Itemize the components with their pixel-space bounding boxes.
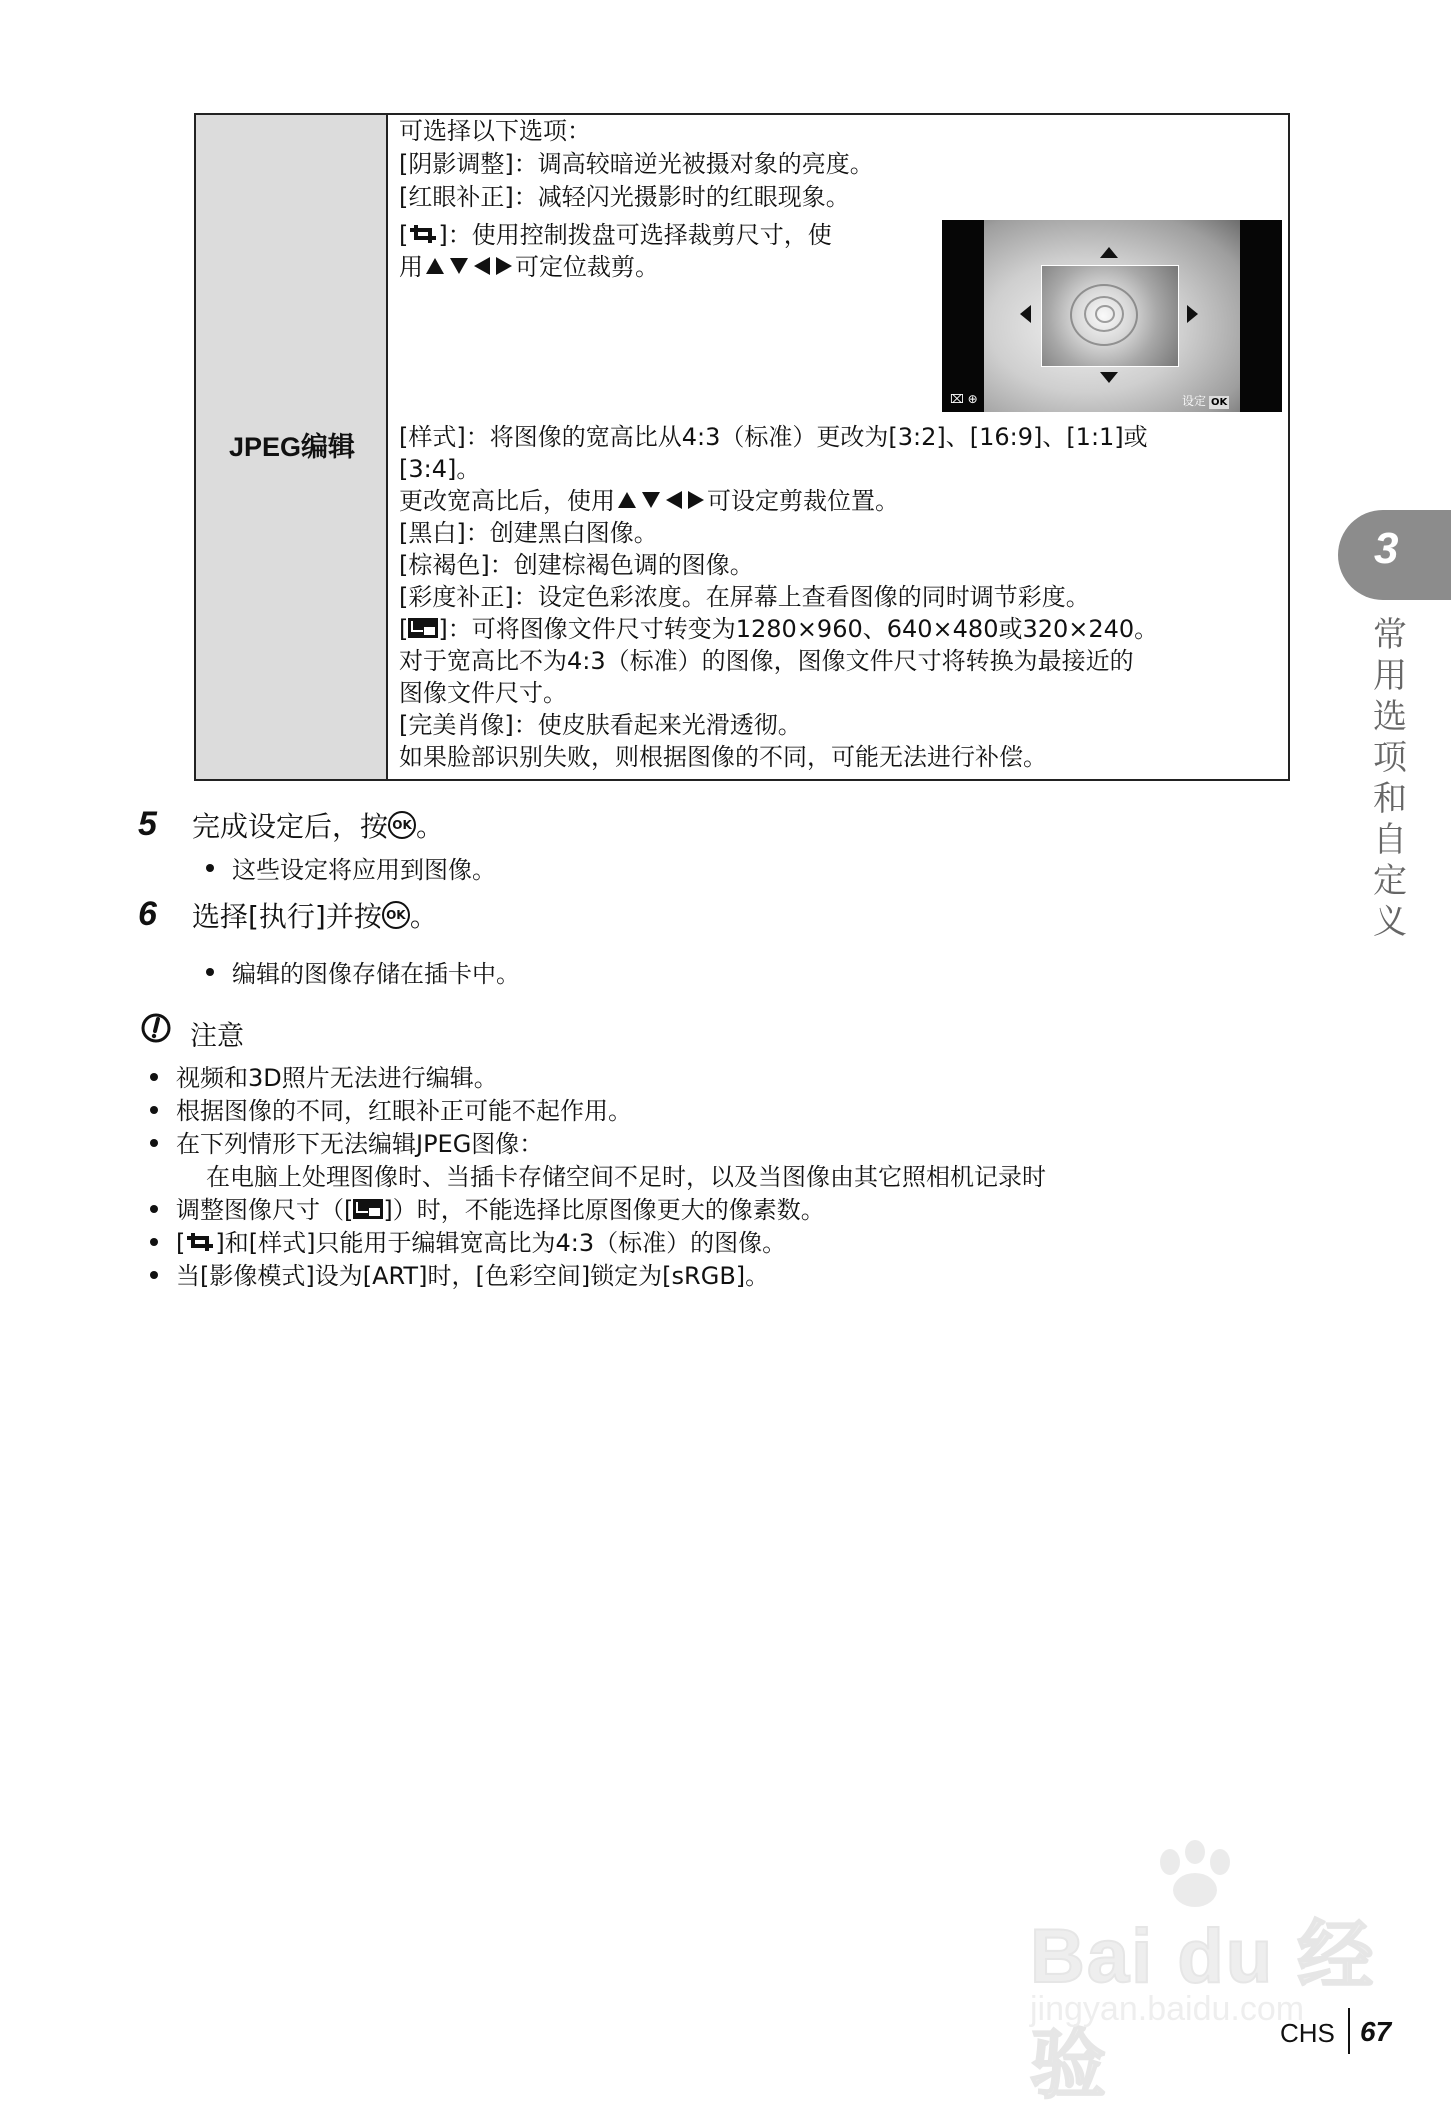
watermark-url: jingyan.baidu.com bbox=[1030, 1990, 1305, 2028]
step-note: 这些设定将应用到图像。 bbox=[232, 856, 496, 884]
triangle-right-icon bbox=[496, 257, 512, 275]
caution-item: 根据图像的不同，红眼补正可能不起作用。 bbox=[176, 1097, 632, 1125]
table-label: JPEG编辑 bbox=[228, 432, 356, 462]
arrow-right-icon bbox=[1187, 305, 1198, 323]
table-saturation-line: [彩度补正]：设定色彩浓度。在屏幕上查看图像的同时调节彩度。 bbox=[399, 583, 1090, 611]
preview-set-label: 设定 OK bbox=[1182, 394, 1228, 408]
triangle-down-icon bbox=[450, 258, 468, 274]
resize-icon bbox=[353, 1199, 383, 1219]
footer-separator bbox=[1348, 2008, 1350, 2054]
caution-item: 当[影像模式]设为[ART]时，[色彩空间]锁定为[sRGB]。 bbox=[176, 1262, 770, 1290]
arrow-down-icon bbox=[1100, 372, 1118, 383]
table-redeye-line: [红眼补正]：减轻闪光摄影时的红眼现象。 bbox=[399, 183, 850, 211]
ok-button-icon: OK bbox=[388, 811, 416, 839]
ok-badge: OK bbox=[1211, 397, 1228, 408]
table-portrait-line-1: [完美肖像]：使皮肤看起来光滑透彻。 bbox=[399, 711, 802, 739]
step-number: 5 bbox=[138, 805, 157, 843]
step-number: 6 bbox=[138, 895, 157, 933]
table-label-cell bbox=[196, 115, 388, 779]
bullet-icon bbox=[150, 1238, 158, 1246]
table-bw-line: [黑白]：创建黑白图像。 bbox=[399, 519, 658, 547]
page-number: 67 bbox=[1360, 2016, 1392, 2047]
triangle-up-icon bbox=[618, 492, 636, 508]
table-resize-line-1: [ ]：可将图像文件尺寸转变为1280×960、640×480或320×240。 bbox=[399, 615, 1159, 643]
table-crop-line-1: [ ]：使用控制拨盘可选择裁剪尺寸，使 bbox=[399, 221, 832, 249]
ok-button-icon: OK bbox=[382, 901, 410, 929]
footer-language: CHS bbox=[1280, 2018, 1335, 2048]
step-instruction: 选择[执行]并按 OK 。 bbox=[192, 900, 438, 933]
table-aspect-line-3: 更改宽高比后，使用 可设定剪裁位置。 bbox=[399, 487, 899, 515]
table-resize-line-3: 图像文件尺寸。 bbox=[399, 679, 567, 707]
bullet-icon bbox=[150, 1205, 158, 1213]
crop-icon bbox=[408, 223, 438, 245]
table-resize-line-2: 对于宽高比不为4:3（标准）的图像，图像文件尺寸将转换为最接近的 bbox=[399, 647, 1134, 675]
arrow-up-icon bbox=[1100, 247, 1118, 258]
table-shadow-line: [阴影调整]：调高较暗逆光被摄对象的亮度。 bbox=[399, 150, 874, 178]
watermark bbox=[1030, 1840, 1390, 2108]
resize-icon bbox=[408, 618, 438, 638]
crop-frame bbox=[1041, 265, 1179, 367]
preview-status-icons: ⌧ ⊕ bbox=[950, 392, 978, 406]
triangle-up-icon bbox=[426, 258, 444, 274]
caution-item: 调整图像尺寸（[ ]）时，不能选择比原图像更大的像素数。 bbox=[176, 1196, 825, 1224]
rose-ring bbox=[1095, 305, 1115, 323]
triangle-left-icon bbox=[666, 491, 682, 509]
triangle-right-icon bbox=[688, 491, 704, 509]
crop-preview-image bbox=[942, 220, 1282, 412]
bullet-icon bbox=[150, 1073, 158, 1081]
bullet-icon bbox=[206, 968, 214, 976]
table-intro: 可选择以下选项： bbox=[399, 117, 591, 145]
watermark-logo: Bai du 经验 bbox=[1030, 1914, 1376, 2108]
chapter-number: 3 bbox=[1374, 524, 1399, 573]
table-crop-line-2: 用 可定位裁剪。 bbox=[399, 253, 659, 281]
crop-icon bbox=[185, 1231, 215, 1253]
arrow-left-icon bbox=[1020, 305, 1031, 323]
caution-item: 视频和3D照片无法进行编辑。 bbox=[176, 1064, 498, 1092]
step-note: 编辑的图像存储在插卡中。 bbox=[232, 960, 520, 988]
jpeg-edit-table bbox=[194, 113, 1290, 781]
triangle-left-icon bbox=[474, 257, 490, 275]
table-sepia-line: [棕褐色]：创建棕褐色调的图像。 bbox=[399, 551, 754, 579]
table-portrait-line-2: 如果脸部识别失败，则根据图像的不同，可能无法进行补偿。 bbox=[399, 743, 1047, 771]
bullet-icon bbox=[206, 864, 214, 872]
chapter-title: 常用选项和自定义 bbox=[1373, 615, 1407, 942]
caution-item: [ ]和[样式]只能用于编辑宽高比为4:3（标准）的图像。 bbox=[176, 1229, 787, 1257]
caution-item-continuation: 在电脑上处理图像时、当插卡存储空间不足时，以及当图像由其它照相机记录时 bbox=[206, 1163, 1046, 1191]
bullet-icon bbox=[150, 1106, 158, 1114]
caution-title: 注意 bbox=[190, 1021, 244, 1052]
caution-icon bbox=[140, 1012, 172, 1044]
table-aspect-line-1: [样式]：将图像的宽高比从4:3（标准）更改为[3:2]、[16:9]、[1:1]或 bbox=[399, 423, 1148, 451]
bullet-icon bbox=[150, 1139, 158, 1147]
step-instruction: 完成设定后，按 OK 。 bbox=[192, 810, 445, 843]
table-aspect-line-2: [3:4]。 bbox=[399, 455, 481, 483]
caution-item: 在下列情形下无法编辑JPEG图像： bbox=[176, 1130, 544, 1158]
triangle-down-icon bbox=[642, 492, 660, 508]
bullet-icon bbox=[150, 1271, 158, 1279]
